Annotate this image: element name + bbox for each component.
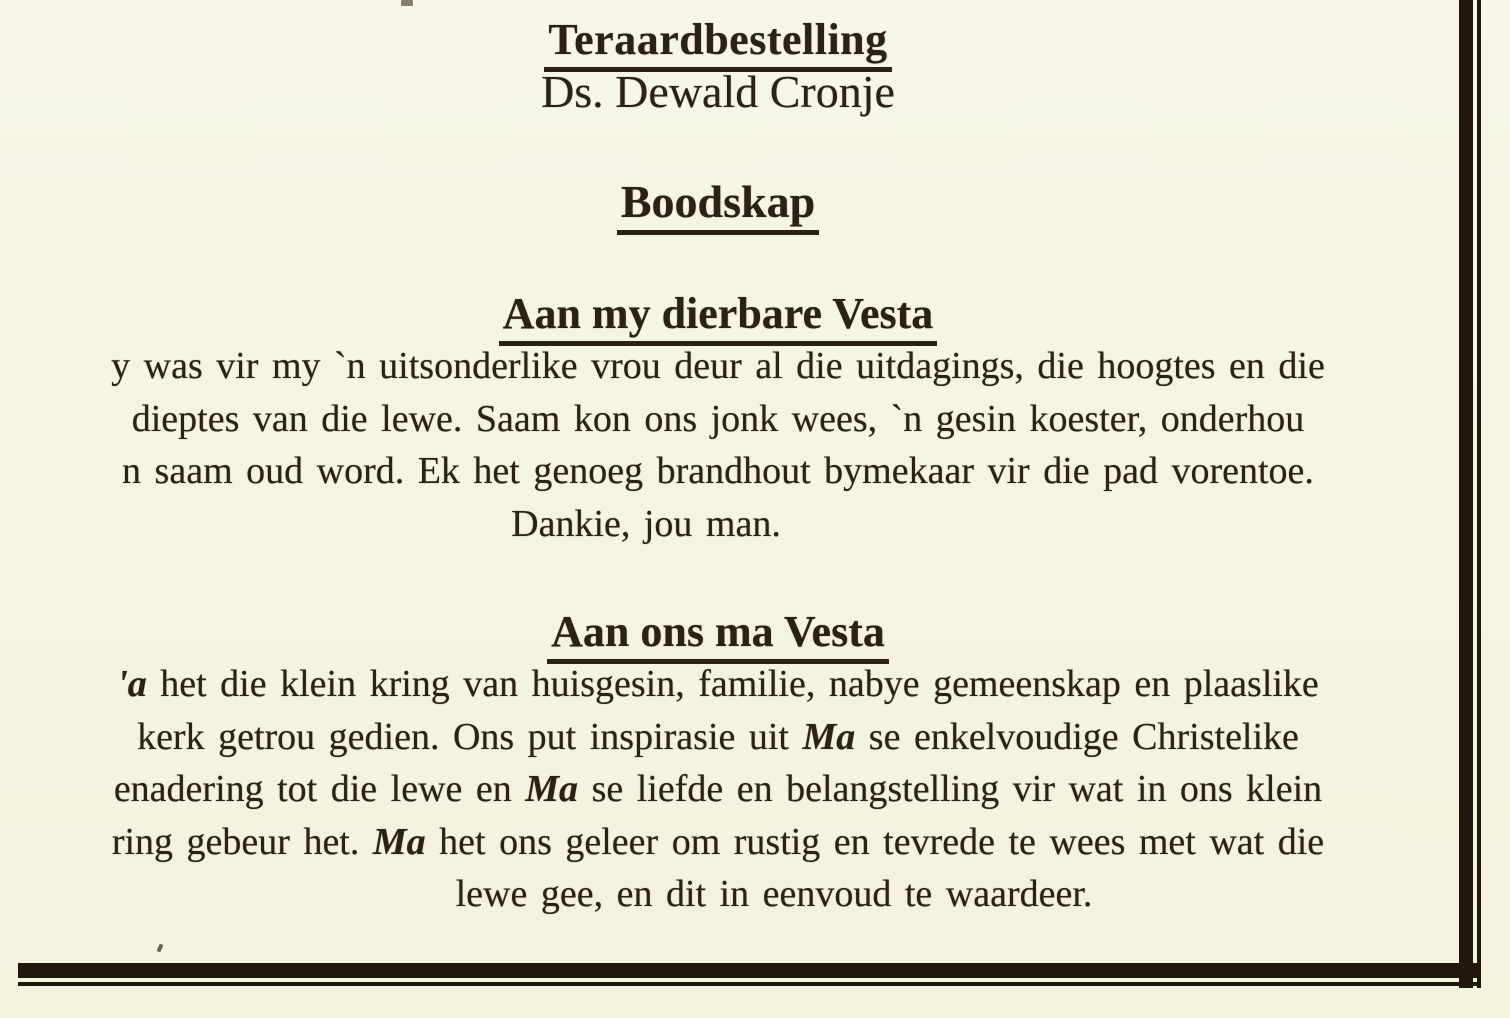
text-line: y was vir my `n uitsonderlike vrou deur al die uitdagings, die hoogtes en die	[111, 345, 1325, 387]
ma-emphasis: 'a	[117, 663, 147, 705]
ma-emphasis: Ma	[372, 820, 426, 863]
section-heading-text: Boodskap	[617, 176, 819, 235]
line-rest: het ons geleer om rustig en tevrede te wees met wat die	[425, 820, 1325, 863]
text-line	[0, 816, 1436, 869]
scan-speck	[401, 0, 413, 6]
text-line-closing: Dankie, jou man.	[511, 502, 781, 545]
ma-emphasis: Ma	[525, 768, 579, 810]
ma-emphasis: Ma	[802, 715, 856, 758]
scan-speck	[157, 944, 164, 953]
text-line: n saam oud word. Ek het genoeg brandhout bymekaar vir die pad vorentoe.	[122, 450, 1314, 492]
message-heading-ons-ma-vesta	[0, 606, 1436, 658]
page-border-bottom	[18, 963, 1480, 986]
message-to-mother	[0, 658, 1436, 921]
text-line	[0, 711, 1436, 764]
section-heading-boodskap	[0, 176, 1436, 228]
message-heading-ons-ma-vesta-text: Aan ons ma Vesta	[547, 607, 889, 664]
message-heading-dierbare-vesta-text: Aan my dierbare Vesta	[499, 289, 938, 346]
line-pre: enadering tot die lewe en	[113, 768, 526, 810]
message-to-wife	[0, 340, 1436, 550]
line-pre: ring gebeur het.	[111, 820, 373, 863]
text-line: dieptes van die lewe. Saam kon ons jonk wees, `n gesin koester, onderhou	[131, 397, 1305, 440]
line-rest: het die klein kring van huisgesin, familie, nabye gemeenskap en plaaslike	[146, 663, 1319, 705]
text-line-closing	[56, 868, 1492, 921]
line-rest: se enkelvoudige Christelike	[855, 715, 1299, 758]
page-border-right	[1459, 0, 1481, 988]
officiant-name: Ds. Dewald Cronje	[541, 66, 895, 117]
document-title	[0, 14, 1436, 66]
document-title-text: Teraardbestelling	[544, 15, 891, 72]
text-line	[0, 763, 1436, 816]
text-line	[0, 658, 1436, 711]
line-rest: se liefde en belangstelling vir wat in ons klein	[578, 768, 1323, 810]
line-pre: kerk getrou gedien. Ons put inspirasie uit	[137, 715, 803, 758]
message-heading-dierbare-vesta	[0, 288, 1436, 340]
line-pre: lewe gee, en dit in eenvoud te waardeer.	[455, 873, 1093, 915]
